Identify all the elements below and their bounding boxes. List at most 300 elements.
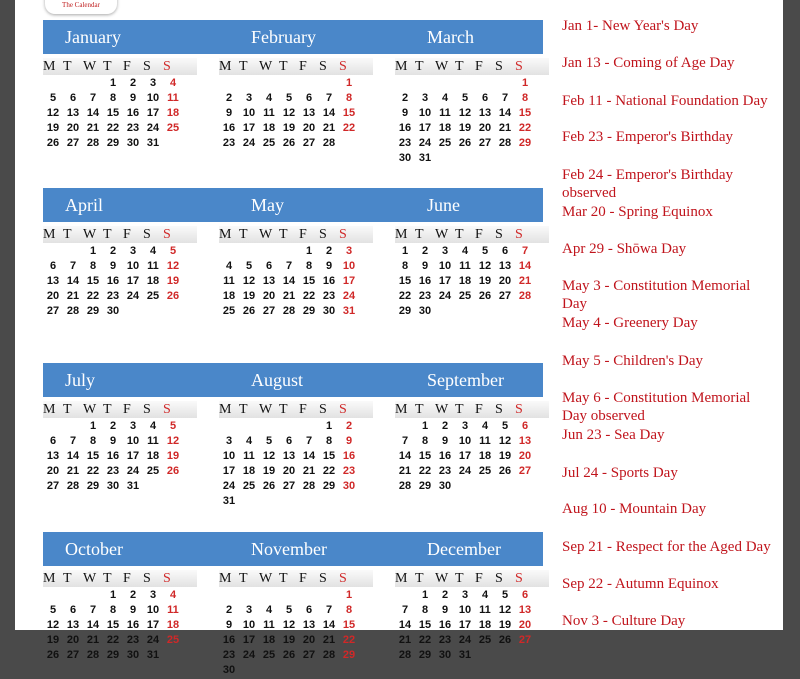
day-cell[interactable]: 15 [418, 619, 432, 631]
day-cell[interactable]: 4 [265, 92, 273, 104]
day-cell[interactable]: 3 [149, 77, 157, 89]
day-cell[interactable]: 24 [126, 465, 140, 477]
day-cell[interactable]: 25 [262, 649, 276, 661]
day-cell[interactable]: 10 [222, 450, 236, 462]
day-cell[interactable]: 12 [46, 619, 60, 631]
day-cell[interactable]: 13 [478, 107, 492, 119]
day-cell[interactable]: 22 [106, 122, 120, 134]
day-cell[interactable]: 12 [458, 107, 472, 119]
day-cell[interactable]: 7 [69, 260, 77, 272]
day-cell[interactable]: 6 [285, 435, 293, 447]
day-cell[interactable]: 21 [282, 290, 296, 302]
day-cell[interactable]: 20 [498, 275, 512, 287]
day-cell[interactable]: 20 [282, 465, 296, 477]
day-cell[interactable]: 13 [282, 450, 296, 462]
day-cell[interactable]: 2 [441, 589, 449, 601]
day-cell[interactable]: 6 [49, 260, 57, 272]
day-cell[interactable]: 20 [46, 465, 60, 477]
day-cell[interactable]: 8 [89, 435, 97, 447]
day-cell[interactable]: 26 [282, 649, 296, 661]
day-cell[interactable]: 14 [518, 260, 532, 272]
day-cell[interactable]: 24 [458, 465, 472, 477]
day-cell[interactable]: 16 [222, 122, 236, 134]
day-cell[interactable]: 14 [322, 107, 336, 119]
day-cell[interactable]: 9 [345, 435, 353, 447]
day-cell[interactable]: 14 [398, 450, 412, 462]
day-cell[interactable]: 13 [262, 275, 276, 287]
day-cell[interactable]: 8 [421, 604, 429, 616]
day-cell[interactable]: 23 [342, 465, 356, 477]
day-cell[interactable]: 30 [106, 305, 120, 317]
day-cell[interactable]: 7 [501, 92, 509, 104]
day-cell[interactable]: 1 [521, 77, 529, 89]
day-cell[interactable]: 31 [126, 480, 140, 492]
day-cell[interactable]: 15 [106, 619, 120, 631]
day-cell[interactable]: 24 [342, 290, 356, 302]
day-cell[interactable]: 3 [345, 245, 353, 257]
day-cell[interactable]: 30 [342, 480, 356, 492]
day-cell[interactable]: 17 [438, 275, 452, 287]
day-cell[interactable]: 24 [242, 137, 256, 149]
day-cell[interactable]: 21 [66, 290, 80, 302]
day-cell[interactable]: 17 [458, 450, 472, 462]
day-cell[interactable]: 5 [169, 245, 177, 257]
day-cell[interactable]: 6 [481, 92, 489, 104]
day-cell[interactable]: 26 [166, 465, 180, 477]
day-cell[interactable]: 27 [518, 634, 532, 646]
day-cell[interactable]: 24 [126, 290, 140, 302]
day-cell[interactable]: 6 [49, 435, 57, 447]
day-cell[interactable]: 3 [149, 589, 157, 601]
day-cell[interactable]: 25 [438, 137, 452, 149]
day-cell[interactable]: 6 [501, 245, 509, 257]
day-cell[interactable]: 20 [66, 634, 80, 646]
day-cell[interactable]: 4 [169, 589, 177, 601]
day-cell[interactable]: 23 [438, 465, 452, 477]
day-cell[interactable]: 14 [66, 450, 80, 462]
day-cell[interactable]: 20 [478, 122, 492, 134]
day-cell[interactable]: 6 [265, 260, 273, 272]
day-cell[interactable]: 10 [342, 260, 356, 272]
day-cell[interactable]: 28 [282, 305, 296, 317]
day-cell[interactable]: 22 [302, 290, 316, 302]
day-cell[interactable]: 8 [421, 435, 429, 447]
day-cell[interactable]: 8 [305, 260, 313, 272]
day-cell[interactable]: 23 [106, 290, 120, 302]
day-cell[interactable]: 16 [438, 450, 452, 462]
day-cell[interactable]: 17 [242, 122, 256, 134]
day-cell[interactable]: 29 [342, 649, 356, 661]
day-cell[interactable]: 2 [441, 420, 449, 432]
day-cell[interactable]: 1 [345, 589, 353, 601]
day-cell[interactable]: 12 [242, 275, 256, 287]
day-cell[interactable]: 16 [398, 122, 412, 134]
site-logo[interactable]: The Calendar [45, 0, 117, 14]
day-cell[interactable]: 20 [518, 619, 532, 631]
day-cell[interactable]: 29 [322, 480, 336, 492]
day-cell[interactable]: 28 [66, 480, 80, 492]
day-cell[interactable]: 9 [225, 619, 233, 631]
day-cell[interactable]: 21 [86, 634, 100, 646]
day-cell[interactable]: 21 [518, 275, 532, 287]
day-cell[interactable]: 8 [109, 604, 117, 616]
day-cell[interactable]: 19 [458, 122, 472, 134]
day-cell[interactable]: 16 [222, 634, 236, 646]
day-cell[interactable]: 14 [282, 275, 296, 287]
day-cell[interactable]: 3 [245, 92, 253, 104]
day-cell[interactable]: 1 [109, 77, 117, 89]
day-cell[interactable]: 23 [322, 290, 336, 302]
day-cell[interactable]: 10 [126, 260, 140, 272]
day-cell[interactable]: 22 [86, 465, 100, 477]
day-cell[interactable]: 29 [106, 649, 120, 661]
day-cell[interactable]: 29 [302, 305, 316, 317]
day-cell[interactable]: 2 [225, 604, 233, 616]
day-cell[interactable]: 11 [479, 604, 491, 616]
day-cell[interactable]: 7 [521, 245, 529, 257]
day-cell[interactable]: 9 [441, 435, 449, 447]
day-cell[interactable]: 26 [262, 480, 276, 492]
day-cell[interactable]: 7 [69, 435, 77, 447]
day-cell[interactable]: 22 [86, 290, 100, 302]
day-cell[interactable]: 18 [478, 619, 492, 631]
day-cell[interactable]: 27 [282, 480, 296, 492]
day-cell[interactable]: 12 [498, 604, 512, 616]
day-cell[interactable]: 28 [86, 137, 100, 149]
day-cell[interactable]: 17 [146, 619, 160, 631]
day-cell[interactable]: 10 [146, 604, 160, 616]
day-cell[interactable]: 14 [86, 107, 100, 119]
day-cell[interactable]: 19 [46, 122, 60, 134]
day-cell[interactable]: 6 [69, 604, 77, 616]
day-cell[interactable]: 8 [521, 92, 529, 104]
day-cell[interactable]: 6 [521, 420, 529, 432]
day-cell[interactable]: 2 [109, 245, 117, 257]
day-cell[interactable]: 23 [222, 649, 236, 661]
day-cell[interactable]: 29 [418, 480, 432, 492]
day-cell[interactable]: 10 [242, 619, 256, 631]
day-cell[interactable]: 27 [302, 649, 316, 661]
day-cell[interactable]: 31 [458, 649, 472, 661]
day-cell[interactable]: 15 [518, 107, 532, 119]
day-cell[interactable]: 15 [342, 107, 356, 119]
day-cell[interactable]: 31 [146, 137, 160, 149]
day-cell[interactable]: 8 [89, 260, 97, 272]
day-cell[interactable]: 12 [46, 107, 60, 119]
day-cell[interactable]: 4 [481, 589, 489, 601]
day-cell[interactable]: 3 [225, 435, 233, 447]
day-cell[interactable]: 8 [401, 260, 409, 272]
day-cell[interactable]: 2 [325, 245, 333, 257]
day-cell[interactable]: 13 [66, 619, 80, 631]
day-cell[interactable]: 28 [66, 305, 80, 317]
day-cell[interactable]: 2 [129, 77, 137, 89]
day-cell[interactable]: 19 [498, 450, 512, 462]
day-cell[interactable]: 15 [302, 275, 316, 287]
day-cell[interactable]: 4 [265, 604, 273, 616]
day-cell[interactable]: 11 [243, 450, 255, 462]
day-cell[interactable]: 2 [345, 420, 353, 432]
day-cell[interactable]: 6 [305, 92, 313, 104]
day-cell[interactable]: 5 [461, 92, 469, 104]
day-cell[interactable]: 5 [501, 420, 509, 432]
day-cell[interactable]: 21 [322, 122, 336, 134]
day-cell[interactable]: 20 [302, 122, 316, 134]
day-cell[interactable]: 12 [282, 619, 296, 631]
day-cell[interactable]: 5 [49, 604, 57, 616]
day-cell[interactable]: 13 [46, 450, 60, 462]
day-cell[interactable]: 4 [169, 77, 177, 89]
day-cell[interactable]: 26 [282, 137, 296, 149]
day-cell[interactable]: 24 [458, 634, 472, 646]
day-cell[interactable]: 9 [325, 260, 333, 272]
day-cell[interactable]: 18 [458, 275, 472, 287]
day-cell[interactable]: 30 [322, 305, 336, 317]
day-cell[interactable]: 14 [322, 619, 336, 631]
day-cell[interactable]: 22 [342, 122, 356, 134]
day-cell[interactable]: 9 [441, 604, 449, 616]
day-cell[interactable]: 30 [438, 649, 452, 661]
day-cell[interactable]: 13 [302, 619, 316, 631]
day-cell[interactable]: 12 [262, 450, 276, 462]
day-cell[interactable]: 17 [342, 275, 356, 287]
day-cell[interactable]: 5 [285, 604, 293, 616]
day-cell[interactable]: 4 [481, 420, 489, 432]
day-cell[interactable]: 24 [222, 480, 236, 492]
day-cell[interactable]: 10 [418, 107, 432, 119]
day-cell[interactable]: 6 [305, 604, 313, 616]
day-cell[interactable]: 13 [518, 604, 532, 616]
day-cell[interactable]: 11 [147, 435, 159, 447]
day-cell[interactable]: 19 [46, 634, 60, 646]
day-cell[interactable]: 20 [66, 122, 80, 134]
day-cell[interactable]: 9 [401, 107, 409, 119]
day-cell[interactable]: 17 [222, 465, 236, 477]
day-cell[interactable]: 23 [106, 465, 120, 477]
day-cell[interactable]: 15 [86, 275, 100, 287]
day-cell[interactable]: 23 [222, 137, 236, 149]
day-cell[interactable]: 5 [265, 435, 273, 447]
day-cell[interactable]: 23 [438, 634, 452, 646]
day-cell[interactable]: 1 [421, 420, 429, 432]
day-cell[interactable]: 19 [282, 122, 296, 134]
day-cell[interactable]: 30 [418, 305, 432, 317]
day-cell[interactable]: 21 [86, 122, 100, 134]
day-cell[interactable]: 14 [66, 275, 80, 287]
day-cell[interactable]: 21 [322, 634, 336, 646]
day-cell[interactable]: 12 [166, 435, 180, 447]
day-cell[interactable]: 21 [66, 465, 80, 477]
day-cell[interactable]: 10 [126, 435, 140, 447]
day-cell[interactable]: 2 [225, 92, 233, 104]
day-cell[interactable]: 29 [418, 649, 432, 661]
day-cell[interactable]: 4 [245, 435, 253, 447]
day-cell[interactable]: 22 [322, 465, 336, 477]
day-cell[interactable]: 28 [498, 137, 512, 149]
day-cell[interactable]: 27 [478, 137, 492, 149]
day-cell[interactable]: 26 [498, 465, 512, 477]
day-cell[interactable]: 12 [478, 260, 492, 272]
day-cell[interactable]: 23 [398, 137, 412, 149]
day-cell[interactable]: 22 [418, 465, 432, 477]
day-cell[interactable]: 10 [458, 604, 472, 616]
day-cell[interactable]: 16 [126, 619, 140, 631]
day-cell[interactable]: 3 [461, 420, 469, 432]
day-cell[interactable]: 21 [302, 465, 316, 477]
day-cell[interactable]: 17 [242, 634, 256, 646]
day-cell[interactable]: 8 [109, 92, 117, 104]
day-cell[interactable]: 25 [478, 634, 492, 646]
day-cell[interactable]: 25 [242, 480, 256, 492]
day-cell[interactable]: 15 [398, 275, 412, 287]
day-cell[interactable]: 4 [225, 260, 233, 272]
day-cell[interactable]: 26 [458, 137, 472, 149]
day-cell[interactable]: 28 [86, 649, 100, 661]
day-cell[interactable]: 22 [518, 122, 532, 134]
day-cell[interactable]: 28 [322, 137, 336, 149]
day-cell[interactable]: 27 [66, 137, 80, 149]
day-cell[interactable]: 6 [521, 589, 529, 601]
day-cell[interactable]: 26 [46, 649, 60, 661]
day-cell[interactable]: 9 [109, 435, 117, 447]
day-cell[interactable]: 16 [106, 450, 120, 462]
day-cell[interactable]: 3 [461, 589, 469, 601]
day-cell[interactable]: 9 [421, 260, 429, 272]
day-cell[interactable]: 10 [146, 92, 160, 104]
day-cell[interactable]: 7 [401, 435, 409, 447]
day-cell[interactable]: 4 [149, 245, 157, 257]
day-cell[interactable]: 25 [146, 465, 160, 477]
day-cell[interactable]: 26 [498, 634, 512, 646]
day-cell[interactable]: 25 [166, 122, 180, 134]
day-cell[interactable]: 19 [166, 450, 180, 462]
day-cell[interactable]: 10 [458, 435, 472, 447]
day-cell[interactable]: 24 [146, 122, 160, 134]
day-cell[interactable]: 19 [242, 290, 256, 302]
day-cell[interactable]: 14 [86, 619, 100, 631]
day-cell[interactable]: 21 [498, 122, 512, 134]
day-cell[interactable]: 7 [305, 435, 313, 447]
day-cell[interactable]: 30 [222, 664, 236, 676]
day-cell[interactable]: 18 [166, 619, 180, 631]
day-cell[interactable]: 31 [222, 495, 236, 507]
day-cell[interactable]: 25 [222, 305, 236, 317]
day-cell[interactable]: 27 [262, 305, 276, 317]
day-cell[interactable]: 2 [129, 589, 137, 601]
day-cell[interactable]: 11 [147, 260, 159, 272]
day-cell[interactable]: 1 [325, 420, 333, 432]
day-cell[interactable]: 11 [459, 260, 471, 272]
day-cell[interactable]: 30 [126, 137, 140, 149]
day-cell[interactable]: 5 [169, 420, 177, 432]
day-cell[interactable]: 1 [89, 245, 97, 257]
day-cell[interactable]: 22 [398, 290, 412, 302]
day-cell[interactable]: 2 [401, 92, 409, 104]
day-cell[interactable]: 1 [345, 77, 353, 89]
day-cell[interactable]: 27 [46, 305, 60, 317]
day-cell[interactable]: 19 [478, 275, 492, 287]
day-cell[interactable]: 4 [441, 92, 449, 104]
day-cell[interactable]: 9 [225, 107, 233, 119]
day-cell[interactable]: 13 [518, 435, 532, 447]
day-cell[interactable]: 7 [285, 260, 293, 272]
day-cell[interactable]: 30 [126, 649, 140, 661]
day-cell[interactable]: 29 [106, 137, 120, 149]
day-cell[interactable]: 3 [421, 92, 429, 104]
day-cell[interactable]: 8 [345, 92, 353, 104]
day-cell[interactable]: 24 [242, 649, 256, 661]
day-cell[interactable]: 19 [262, 465, 276, 477]
day-cell[interactable]: 9 [129, 604, 137, 616]
day-cell[interactable]: 11 [167, 92, 179, 104]
day-cell[interactable]: 7 [401, 604, 409, 616]
day-cell[interactable]: 16 [342, 450, 356, 462]
day-cell[interactable]: 18 [262, 122, 276, 134]
day-cell[interactable]: 13 [498, 260, 512, 272]
day-cell[interactable]: 27 [66, 649, 80, 661]
day-cell[interactable]: 7 [89, 604, 97, 616]
day-cell[interactable]: 5 [49, 92, 57, 104]
day-cell[interactable]: 15 [342, 619, 356, 631]
day-cell[interactable]: 3 [129, 245, 137, 257]
day-cell[interactable]: 5 [285, 92, 293, 104]
day-cell[interactable]: 8 [325, 435, 333, 447]
day-cell[interactable]: 16 [106, 275, 120, 287]
day-cell[interactable]: 7 [89, 92, 97, 104]
day-cell[interactable]: 11 [439, 107, 451, 119]
day-cell[interactable]: 17 [126, 275, 140, 287]
day-cell[interactable]: 26 [166, 290, 180, 302]
day-cell[interactable]: 26 [242, 305, 256, 317]
day-cell[interactable]: 5 [501, 589, 509, 601]
day-cell[interactable]: 24 [438, 290, 452, 302]
day-cell[interactable]: 3 [441, 245, 449, 257]
day-cell[interactable]: 23 [126, 122, 140, 134]
day-cell[interactable]: 20 [302, 634, 316, 646]
day-cell[interactable]: 31 [342, 305, 356, 317]
day-cell[interactable]: 18 [146, 275, 160, 287]
day-cell[interactable]: 29 [86, 305, 100, 317]
day-cell[interactable]: 18 [262, 634, 276, 646]
day-cell[interactable]: 5 [481, 245, 489, 257]
day-cell[interactable]: 23 [418, 290, 432, 302]
day-cell[interactable]: 9 [129, 92, 137, 104]
day-cell[interactable]: 12 [282, 107, 296, 119]
day-cell[interactable]: 19 [282, 634, 296, 646]
day-cell[interactable]: 7 [325, 92, 333, 104]
day-cell[interactable]: 8 [345, 604, 353, 616]
day-cell[interactable]: 9 [109, 260, 117, 272]
day-cell[interactable]: 16 [126, 107, 140, 119]
day-cell[interactable]: 24 [146, 634, 160, 646]
day-cell[interactable]: 15 [86, 450, 100, 462]
day-cell[interactable]: 18 [438, 122, 452, 134]
day-cell[interactable]: 31 [146, 649, 160, 661]
day-cell[interactable]: 14 [302, 450, 316, 462]
day-cell[interactable]: 23 [126, 634, 140, 646]
day-cell[interactable]: 16 [322, 275, 336, 287]
day-cell[interactable]: 13 [302, 107, 316, 119]
day-cell[interactable]: 28 [398, 480, 412, 492]
day-cell[interactable]: 10 [242, 107, 256, 119]
day-cell[interactable]: 1 [89, 420, 97, 432]
day-cell[interactable]: 5 [245, 260, 253, 272]
day-cell[interactable]: 29 [86, 480, 100, 492]
day-cell[interactable]: 15 [322, 450, 336, 462]
day-cell[interactable]: 13 [66, 107, 80, 119]
day-cell[interactable]: 24 [418, 137, 432, 149]
day-cell[interactable]: 3 [245, 604, 253, 616]
